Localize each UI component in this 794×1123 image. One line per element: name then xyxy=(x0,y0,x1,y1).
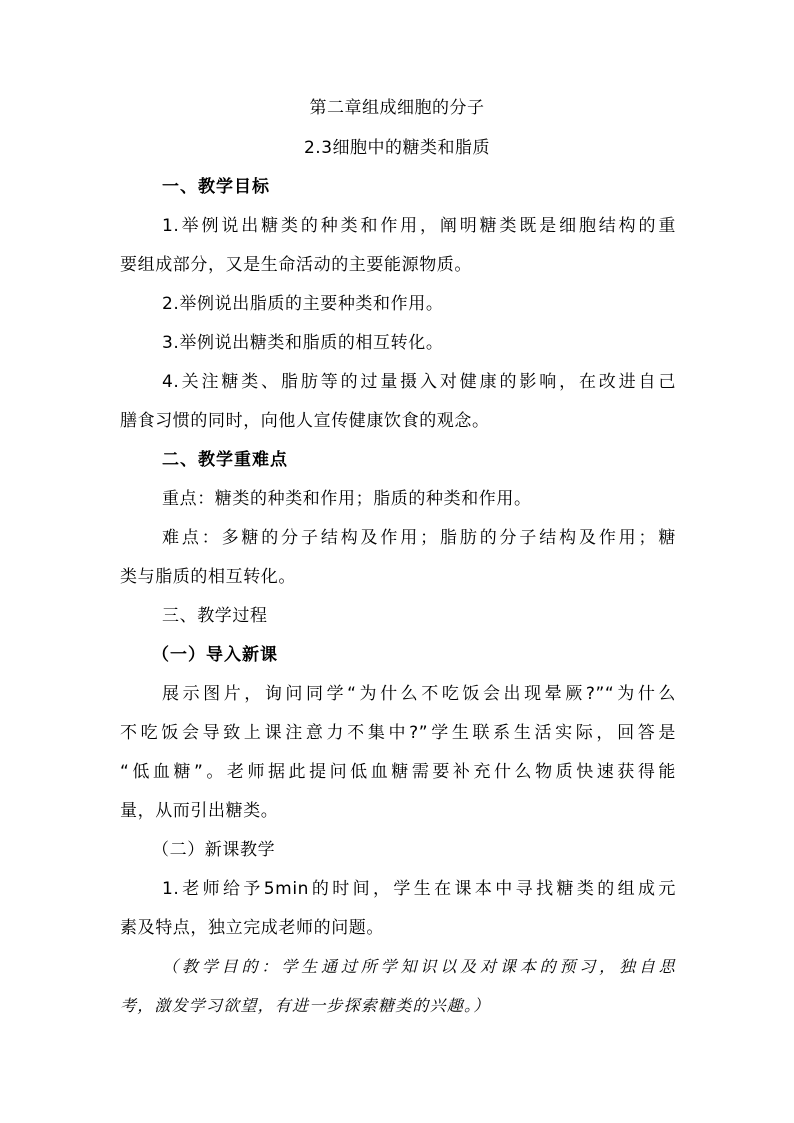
goal-1-line-2: 要组成部分，又是生命活动的主要能源物质。 xyxy=(120,255,472,275)
key-point: 重点：糖类的种类和作用；脂质的种类和作用。 xyxy=(162,489,532,509)
subheading-introduction: （一）导入新课 xyxy=(152,645,278,665)
goal-2: 2.举例说出脂质的主要种类和作用。 xyxy=(162,294,444,314)
intro-line-1: 展示图片，询问同学“为什么不吃饭会出现晕厥?”“为什么 xyxy=(162,684,676,704)
intro-line-2: 不吃饭会导致上课注意力不集中?”学生联系生活实际，回答是 xyxy=(120,723,676,743)
teaching-step-1-line-2: 素及特点，独立完成老师的问题。 xyxy=(120,918,384,938)
teaching-step-1-line-1: 1.老师给予5min的时间，学生在课本中寻找糖类的组成元 xyxy=(162,879,676,899)
heading-teaching-goals: 一、教学目标 xyxy=(162,177,270,197)
intro-line-4: 量，从而引出糖类。 xyxy=(120,801,279,821)
heading-teaching-process: 三、教学过程 xyxy=(162,606,268,626)
intro-line-3: “低血糖”。老师据此提问低血糖需要补充什么物质快速获得能 xyxy=(120,762,676,782)
teaching-purpose-line-1: （教学目的：学生通过所学知识以及对课本的预习，独自思 xyxy=(162,957,676,976)
chapter-title: 第二章组成细胞的分子 xyxy=(309,98,485,118)
heading-key-difficult-points: 二、教学重难点 xyxy=(162,450,288,470)
goal-1-line-1: 1.举例说出糖类的种类和作用，阐明糖类既是细胞结构的重 xyxy=(162,216,676,236)
difficulty-line-2: 类与脂质的相互转化。 xyxy=(120,567,296,587)
subheading-new-lesson: （二）新课教学 xyxy=(152,840,276,860)
goal-3: 3.举例说出糖类和脂质的相互转化。 xyxy=(162,333,444,353)
goal-4-line-2: 膳食习惯的同时，向他人宣传健康饮食的观念。 xyxy=(120,411,490,431)
teaching-purpose-line-2: 考，激发学习欲望，有进一步探索糖类的兴趣。） xyxy=(120,996,491,1015)
section-title: 2.3细胞中的糖类和脂质 xyxy=(303,138,491,158)
difficulty-line-1: 难点：多糖的分子结构及作用；脂肪的分子结构及作用；糖 xyxy=(162,528,676,548)
goal-4-line-1: 4.关注糖类、脂肪等的过量摄入对健康的影响，在改进自己 xyxy=(162,372,676,392)
